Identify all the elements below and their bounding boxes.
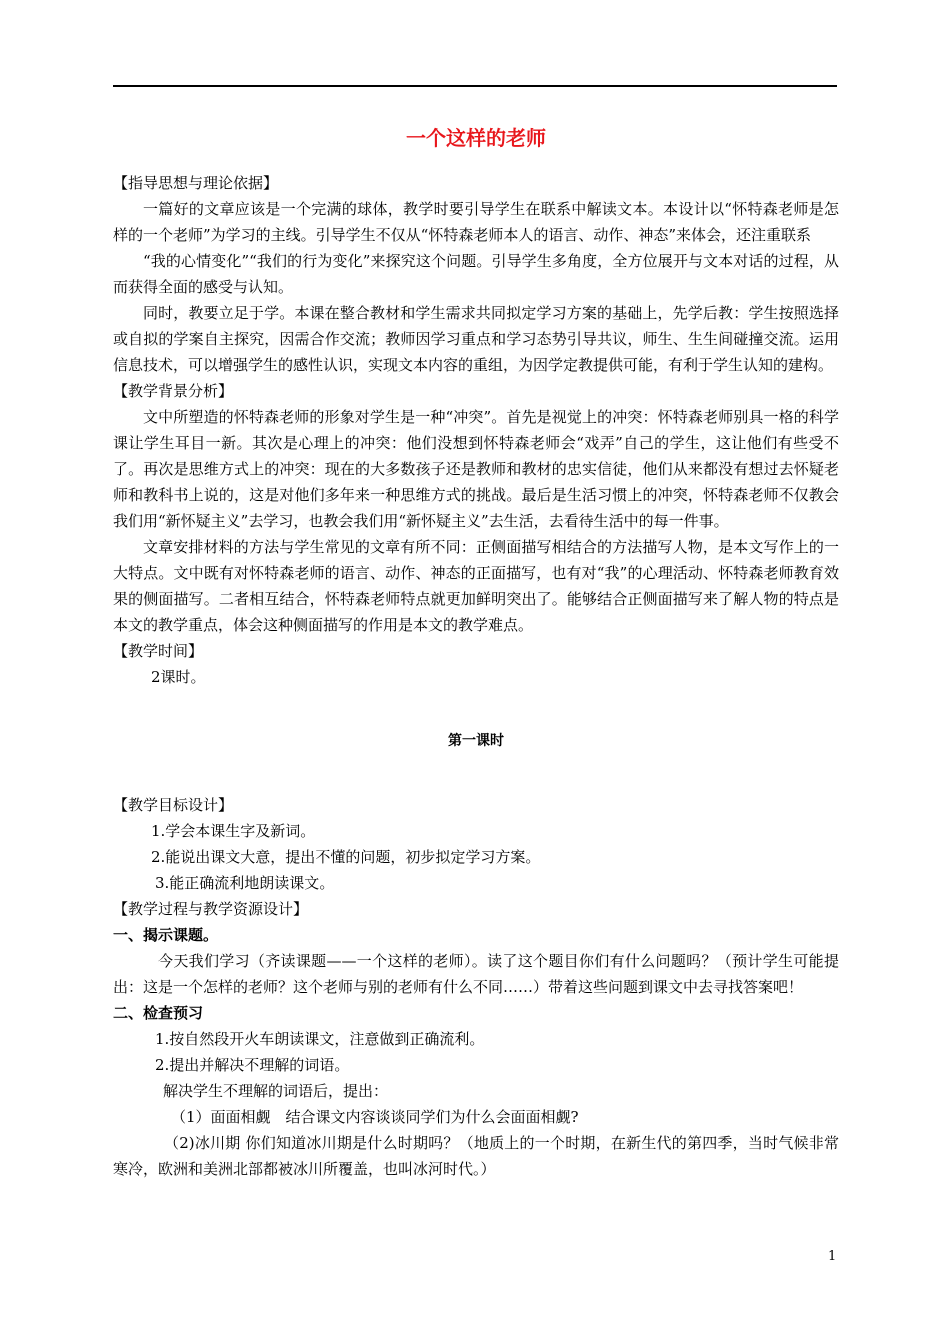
- section-heading-background: 【教学背景分析】: [113, 382, 234, 400]
- paragraph: 同时，教要立足于学。本课在整合教材和学生需求共同拟定学习方案的基础上，先学后教：学生按照选择或自拟的学案自主探究，因需合作交流；教师因学习重点和学习态势引导共议，师生、生生间碰撞交流。运用信息技术，可以增强学生的感性认识，实现文本内容的重组，为因学定教提供可能，有利于学生认知的建构。: [113, 304, 839, 374]
- paragraph: 今天我们学习（齐读课题——一个这样的老师）。读了这个题目你们有什么问题吗？（预计学生可能提出：这是一个怎样的老师？这个老师与别的老师有什么不同……）带着这些问题到课文中去寻找答案吧！: [113, 952, 839, 996]
- lesson-heading: 第一课时: [448, 733, 504, 749]
- section-heading-time: 【教学时间】: [113, 642, 204, 660]
- goal-item: 3.能正确流利地朗读课文。: [155, 874, 335, 892]
- document-body: [113, 120, 839, 1182]
- step-heading: 二、检查预习: [113, 1004, 204, 1022]
- word-item: （2)冰川期 你们知道冰川期是什么时期吗？（地质上的一个时期，在新生代的第四季，当时气候非常寒冷，欧洲和美洲北部都被冰川所覆盖，也叫冰河时代。）: [113, 1134, 839, 1178]
- page-number: 1: [828, 1249, 837, 1264]
- step-item: 1.按自然段开火车朗读课文，注意做到正确流利。: [155, 1030, 485, 1048]
- step-heading: 一、揭示课题。: [113, 926, 219, 944]
- teaching-time-value: 2课时。: [151, 668, 206, 686]
- section-heading-goals: 【教学目标设计】: [113, 796, 234, 814]
- document-title: 一个这样的老师: [406, 126, 546, 150]
- paragraph: 文章安排材料的方法与学生常见的文章有所不同：正侧面描写相结合的方法描写人物，是本文写作上的一大特点。文中既有对怀特森老师的语言、动作、神态的正面描写，也有对“我”的心理活动、怀特森老师教育效果的侧面描写。二者相互结合，怀特森老师特点就更加鲜明突出了。能够结合正侧面描写来了解人物的特点是本文的教学重点，体会这种侧面描写的作用是本文的教学难点。: [113, 538, 839, 634]
- section-heading-guiding: 【指导思想与理论依据】: [113, 174, 279, 192]
- paragraph: 文中所塑造的怀特森老师的形象对学生是一种“冲突”。首先是视觉上的冲突：怀特森老师别具一格的科学课让学生耳目一新。其次是心理上的冲突：他们没想到怀特森老师会“戏弄”自己的学生，这让他们有些受不了。再次是思维方式上的冲突：现在的大多数孩子还是教师和教材的忠实信徒，他们从来都没有想过去怀疑老师和教科书上说的，这是对他们多年来一种思维方式的挑战。最后是生活习惯上的冲突，怀特森老师不仅教会我们用“新怀疑主义”去学习，也教会我们用“新怀疑主义”去生活，去看待生活中的每一件事。: [113, 408, 839, 530]
- goal-item: 1.学会本课生字及新词。: [151, 822, 316, 840]
- paragraph: 一篇好的文章应该是一个完满的球体，教学时要引导学生在联系中解读文本。本设计以“怀特森老师是怎样的一个老师”为学习的主线。引导学生不仅从“怀特森老师本人的语言、动作、神态”来体会，还注重联系: [113, 200, 839, 244]
- word-item: （1）面面相觑 结合课文内容谈谈同学们为什么会面面相觑?: [171, 1108, 579, 1126]
- header-rule: [113, 85, 837, 87]
- step-item: 2.提出并解决不理解的词语。: [155, 1056, 350, 1074]
- step-note: 解决学生不理解的词语后，提出：: [163, 1082, 389, 1100]
- paragraph: “我的心情变化”“我们的行为变化”来探究这个问题。引导学生多角度，全方位展开与文本对话的过程，从而获得全面的感受与认知。: [113, 252, 839, 296]
- section-heading-process: 【教学过程与教学资源设计】: [113, 900, 309, 918]
- goal-item: 2.能说出课文大意，提出不懂的问题，初步拟定学习方案。: [151, 848, 541, 866]
